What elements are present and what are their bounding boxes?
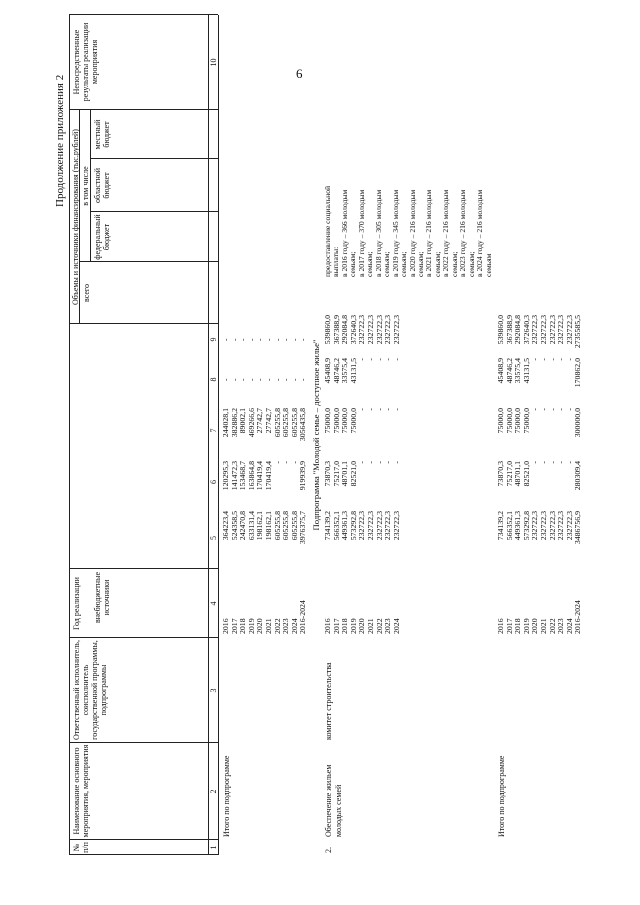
col-number: 6 bbox=[209, 480, 218, 484]
block2-executor: комитет строительства bbox=[324, 662, 333, 740]
col-number: 2 bbox=[209, 789, 218, 794]
col-border-4 bbox=[69, 568, 218, 569]
block2-years: 2016 2017 2018 2019 2020 2021 2022 2023 2024 bbox=[323, 618, 401, 634]
result-line: семьям; bbox=[399, 251, 409, 277]
col-border-0 bbox=[69, 854, 218, 855]
block2-total: 734139,2 566352,1 449361,3 573292,8 232722,3 232722,3 232722,3 232722,3 232722,3 bbox=[323, 511, 401, 541]
block3-local: 45408,9 48746,2 33575,4 43131,5 - - - - - 170862,0 bbox=[496, 358, 583, 388]
block3-regional: 75000,0 75000,0 75000,0 75000,0 - - - - - 300000,0 bbox=[496, 408, 583, 438]
result-line: в 2020 году – 216 молодым bbox=[407, 189, 417, 277]
block1-local: - - - - - - - - - - bbox=[221, 378, 308, 381]
result-line: семьям; bbox=[415, 251, 425, 277]
header-extra: внебюджетные источники bbox=[93, 572, 111, 623]
block3-years: 2016 2017 2018 2019 2020 2021 2022 2023 2024 2016-2024 bbox=[496, 600, 583, 634]
col-number: 7 bbox=[209, 428, 218, 433]
header-event-name: Наименование основного мероприятия, мероприятия bbox=[72, 744, 90, 838]
col-border-1 bbox=[69, 839, 218, 840]
header-num: № п/п bbox=[72, 842, 90, 853]
col-number: 3 bbox=[209, 688, 218, 693]
result-line: семьям bbox=[483, 253, 493, 277]
header-federal: федеральный бюджет bbox=[93, 214, 111, 260]
col-border-5 bbox=[69, 323, 218, 324]
header-funding-group: Объемы и источники финансирования (тыс.рублей) bbox=[71, 129, 80, 305]
result-line: семьям; bbox=[432, 251, 442, 277]
result-line: в 2022 году – 216 молодым bbox=[441, 189, 451, 277]
col-number: 10 bbox=[209, 58, 218, 67]
header-year: Год реализации bbox=[72, 577, 81, 630]
result-line: семьям; bbox=[365, 251, 375, 277]
col-border-10 bbox=[69, 14, 218, 15]
block1-years: 2016 2017 2018 2019 2020 2021 2022 2023 2024 2016-2024 bbox=[221, 600, 308, 634]
block3-total: 734139,2 566352,1 449361,3 573292,8 232722,3 232722,3 232722,3 232722,3 232722,3 3486756,9 bbox=[496, 511, 583, 545]
col-number: 1 bbox=[209, 845, 218, 850]
subprogram-title: Подпрограмма "Молодой семье – доступное жилье" bbox=[311, 339, 321, 531]
header-total: всего bbox=[82, 284, 91, 303]
col-number: 8 bbox=[209, 377, 218, 382]
numbers-row-line bbox=[218, 15, 219, 855]
header-results: Непосредственные результаты реализации мероприятия bbox=[72, 22, 99, 102]
block3-name: Итого по подпрограмме bbox=[497, 755, 506, 837]
block2-number: 2. bbox=[324, 847, 333, 853]
result-line: в 2024 году – 216 молодым bbox=[475, 189, 485, 277]
result-line: семьям; bbox=[382, 251, 392, 277]
result-line: выплаты: bbox=[331, 246, 341, 277]
rotated-table-page bbox=[52, 15, 597, 855]
header-regional: областной бюджет bbox=[93, 167, 111, 204]
block2-local: 45408,9 48746,2 33575,4 43131,5 - - - - - bbox=[323, 358, 401, 384]
block2-regional: 75000,0 75000,0 75000,0 75000,0 - - - - - bbox=[323, 408, 401, 434]
result-line: семьям; bbox=[449, 251, 459, 277]
block2-federal: 73870,3 75217,0 48701,1 82521,0 - - - - - bbox=[323, 461, 401, 487]
col-number: 9 bbox=[209, 337, 218, 342]
result-line: семьям; bbox=[348, 251, 358, 277]
block2-name: Обеспечение жильем молодых семей bbox=[324, 764, 343, 837]
block3-federal: 73870,3 75217,0 48701,1 82521,0 - - - - - 280309,4 bbox=[496, 461, 583, 491]
block1-total: 364223,4 524358,5 242470,8 633131,4 198162,1 198162,1 605255,8 605255,8 605255,8 3976375,7 bbox=[221, 511, 308, 545]
col-number: 5 bbox=[209, 536, 218, 540]
result-line: в 2016 году – 366 молодым bbox=[339, 189, 349, 277]
result-line: в 2019 году – 345 молодым bbox=[390, 189, 400, 277]
header-including: в том числе bbox=[81, 166, 90, 206]
col-border-9 bbox=[69, 109, 218, 110]
result-line: предоставление социальной bbox=[323, 185, 332, 277]
continuation-title: Продолжение приложения 2 bbox=[54, 74, 66, 207]
col-number: 4 bbox=[209, 601, 218, 606]
header-local: местный бюджет bbox=[93, 119, 111, 150]
result-line: в 2018 году – 305 молодым bbox=[373, 189, 383, 277]
header-executor: Ответственный исполнитель, соисполнитель государственной программы, подпрограммы bbox=[72, 640, 108, 740]
header-top-line bbox=[69, 15, 70, 855]
result-line: семьям; bbox=[466, 251, 476, 277]
block1-regional: 244028,1 382886,2 89002,1 469266,6 27742,7 27742,7 605255,8 605255,8 605255,8 3056435,8 bbox=[221, 408, 308, 442]
subgroup-header-line bbox=[90, 110, 91, 262]
block2-extra: 539860,0 367388,9 292084,8 372640,3 232722,3 232722,3 232722,3 232722,3 232722,3 bbox=[323, 315, 401, 345]
block1-name: Итого по подпрограмме bbox=[222, 755, 231, 837]
result-line: в 2021 году – 216 молодым bbox=[424, 189, 434, 277]
col-border-2 bbox=[69, 742, 218, 743]
block1-extra: - - - - - - - - - - bbox=[221, 338, 308, 341]
page-number: 6 bbox=[296, 66, 303, 81]
result-line: в 2023 году – 216 молодым bbox=[458, 189, 468, 277]
col-border-3 bbox=[69, 637, 218, 638]
block2-result bbox=[324, 159, 493, 277]
block3-extra: 539860,0 367388,9 292084,8 372640,3 232722,3 232722,3 232722,3 232722,3 232722,3 2735585,5 bbox=[496, 315, 583, 349]
block1-federal: 120295,3 141472,3 153468,7 163864,8 170419,4 170419,4 - - - 919939,9 bbox=[221, 461, 308, 491]
result-line: в 2017 году – 370 молодым bbox=[356, 189, 366, 277]
